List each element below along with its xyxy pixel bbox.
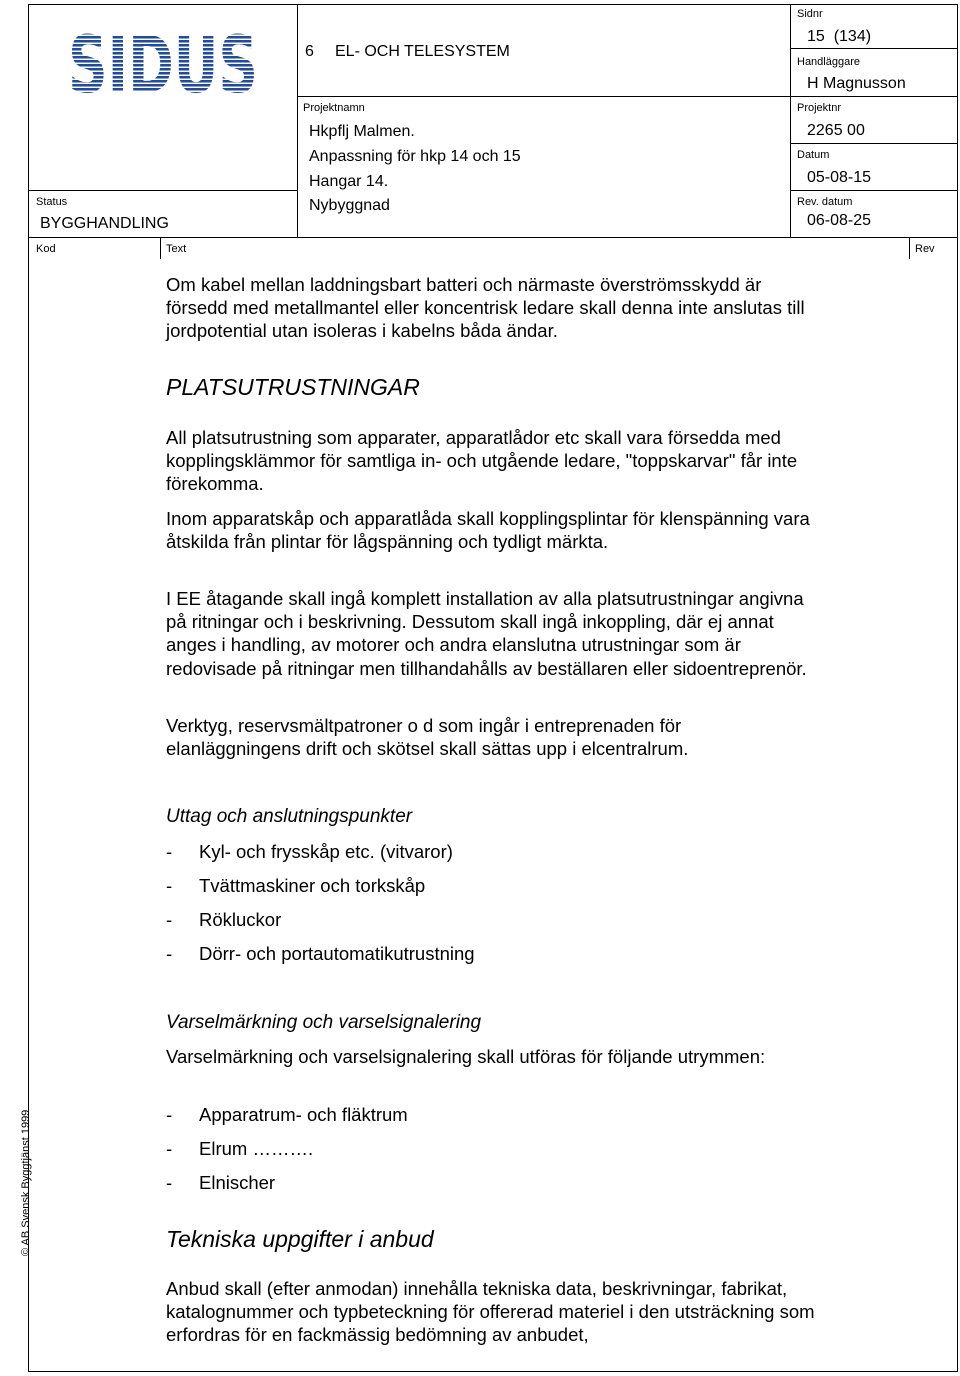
- list-uttag: [166, 840, 816, 976]
- copyright-text: © AB Svensk Byggtjänst 1999: [20, 1109, 32, 1256]
- projektnamn-line-4: Nybyggnad: [309, 197, 390, 214]
- paragraph-ee-atagande: I EE åtagande skall ingå komplett installation av alla platsutrustningar angivna på ritningar och i beskrivning. Dessutom skall ingå inkoppling, där ej annat anges i handling, av motorer och andra elanslutna utrustningar som är redovisade på ritningar men tillhandahålls av beställaren eller sidoentreprenör.: [166, 588, 807, 679]
- list-item: - Rökluckor: [166, 909, 282, 930]
- header-rule: [790, 143, 958, 144]
- heading-varselmarkning: Varselmärkning och varselsignalering: [166, 1012, 482, 1033]
- list-item: - Elrum ……….: [166, 1138, 314, 1159]
- paragraph-anbud: Anbud skall (efter anmodan) innehålla tekniska data, beskrivningar, fabrikat, katalognummer och typbeteckning för offererad materiel i den utsträckning som erfordras för en fackmässig bedömning av anbudet,: [166, 1278, 815, 1346]
- revdatum-value: 06-08-25: [807, 212, 872, 229]
- header-divider-left: [297, 4, 298, 237]
- column-kod: Kod: [36, 243, 56, 255]
- sidus-logo: [66, 28, 260, 98]
- column-divider: [160, 237, 161, 259]
- column-divider: [909, 237, 910, 259]
- datum-value: 05-08-15: [807, 169, 872, 186]
- header-rule: [790, 48, 958, 49]
- projektnamn-line-3: Hangar 14.: [309, 173, 389, 190]
- heading-uttag: Uttag och anslutningspunkter: [166, 806, 413, 827]
- list-item: - Tvättmaskiner och torkskåp: [166, 875, 426, 896]
- column-rev: Rev: [915, 243, 935, 255]
- chapter-number: 6: [305, 43, 314, 60]
- header-rule: [297, 96, 958, 97]
- sidnr-label: Sidnr: [797, 8, 823, 20]
- header-divider-right: [790, 4, 791, 237]
- column-text: Text: [166, 243, 187, 255]
- paragraph-apparatskap: Inom apparatskåp och apparatlåda skall kopplingsplintar för klenspänning vara åtskilda från plintar för lågspänning och tydligt märkta.: [166, 508, 810, 553]
- projektnr-value: 2265 00: [807, 122, 865, 139]
- status-label: Status: [36, 196, 68, 208]
- datum-label: Datum: [797, 149, 830, 161]
- header-rule: [28, 190, 297, 191]
- list-utrymmen: [166, 1103, 816, 1205]
- list-item: - Kyl- och frysskåp etc. (vitvaror): [166, 841, 453, 862]
- projektnamn-label: Projektnamn: [303, 102, 365, 114]
- list-item: - Elnischer: [166, 1172, 276, 1193]
- sidnr-value: 15 (134): [807, 28, 872, 45]
- svg-text:SIDUS: SIDUS: [68, 28, 258, 98]
- paragraph-platsutrustning: All platsutrustning som apparater, apparatlådor etc skall vara försedda med kopplingsklämmor för samtliga in- och utgående ledare, "toppskarvar" får inte förekomma.: [166, 427, 798, 495]
- header-bottom-rule: [28, 237, 958, 238]
- list-item: - Dörr- och portautomatikutrustning: [166, 943, 475, 964]
- projektnamn-line-1: Hkpflj Malmen.: [309, 123, 415, 140]
- heading-platsutrustningar: PLATSUTRUSTNINGAR: [166, 374, 420, 400]
- paragraph-battery-cable: Om kabel mellan laddningsbart batteri och närmaste överströmsskydd är försedd med metallmantel eller koncentrisk ledare skall denna inte anslutas till jordpotential utan isoleras i kabelns båda ändar.: [166, 274, 805, 342]
- header-rule: [790, 190, 958, 191]
- projektnamn-line-2: Anpassning för hkp 14 och 15: [309, 148, 521, 165]
- handlaggare-value: H Magnusson: [807, 75, 906, 92]
- heading-tekniska-uppgifter: Tekniska uppgifter i anbud: [166, 1226, 434, 1252]
- list-item: - Apparatrum- och fläktrum: [166, 1104, 408, 1125]
- chapter-title: EL- OCH TELESYSTEM: [335, 43, 510, 60]
- projektnr-label: Projektnr: [797, 102, 842, 114]
- paragraph-verktyg: Verktyg, reservsmältpatroner o d som ingår i entreprenaden för elanläggningens drift och skötsel skall sättas upp i elcentralrum.: [166, 715, 689, 760]
- paragraph-varselmarkning: Varselmärkning och varselsignalering skall utföras för följande utrymmen:: [166, 1046, 766, 1067]
- revdatum-label: Rev. datum: [797, 196, 853, 208]
- status-value: BYGGHANDLING: [40, 215, 169, 232]
- handlaggare-label: Handläggare: [797, 56, 860, 68]
